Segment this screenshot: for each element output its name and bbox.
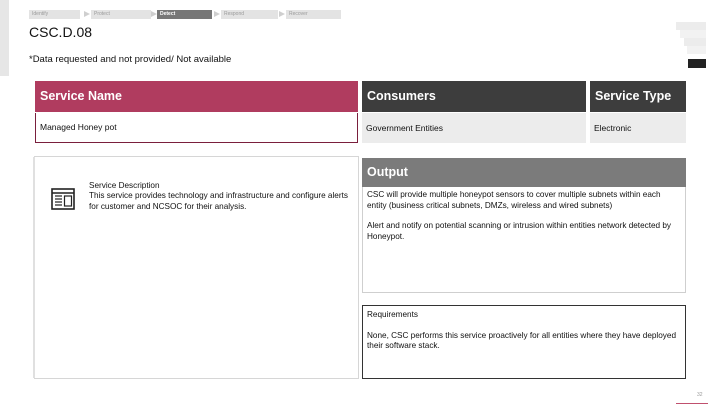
nav-arrow-icon bbox=[214, 11, 220, 17]
nav-arrow-icon bbox=[279, 11, 285, 17]
service-description-panel bbox=[35, 157, 358, 378]
footer-accent-line bbox=[676, 403, 708, 404]
header-consumers: Consumers bbox=[362, 81, 586, 112]
nav-step-respond[interactable]: Respond bbox=[221, 10, 278, 19]
requirements-panel bbox=[362, 305, 686, 379]
cell-service-type: Electronic bbox=[590, 113, 686, 143]
nav-arrow-icon bbox=[84, 11, 90, 17]
header-output: Output bbox=[362, 158, 686, 187]
decorative-block bbox=[680, 30, 706, 38]
cell-service-name: Managed Honey pot bbox=[35, 113, 358, 143]
document-icon bbox=[49, 185, 77, 213]
nav-step-recover[interactable]: Recover bbox=[286, 10, 341, 19]
decorative-block bbox=[684, 38, 706, 46]
page-title: CSC.D.08 bbox=[29, 24, 93, 40]
left-edge-bar bbox=[0, 0, 9, 76]
decorative-block bbox=[687, 46, 706, 54]
cell-consumers: Government Entities bbox=[362, 113, 586, 143]
output-paragraph: Alert and notify on potential scanning or intrusion within entities network detected by Honeypot. bbox=[367, 221, 672, 241]
requirements-text: None, CSC performs this service proactively for all entities where they have deployed their software stack. bbox=[367, 330, 676, 350]
decorative-dark-block bbox=[688, 59, 706, 68]
service-description-label: Service Description bbox=[89, 181, 160, 190]
page-subtitle: *Data requested and not provided/ Not available bbox=[29, 54, 232, 65]
nav-step-identify[interactable]: Identify bbox=[29, 10, 80, 19]
requirements-label: Requirements bbox=[367, 310, 418, 319]
nav-step-detect[interactable]: Detect bbox=[157, 10, 212, 19]
output-panel bbox=[362, 187, 686, 293]
service-description-text: This service provides technology and infrastructure and configure alerts for customer and NCSOC for their analysis. bbox=[89, 191, 348, 211]
page-number: 32 bbox=[697, 392, 703, 398]
header-service-name: Service Name bbox=[35, 81, 358, 112]
output-paragraph: CSC will provide multiple honeypot sensors to cover multiple subnets within each entity (business critical subnets, DMZs, wireless and wired subnets) bbox=[367, 190, 661, 210]
header-service-type: Service Type bbox=[590, 81, 686, 112]
nav-step-protect[interactable]: Protect bbox=[91, 10, 151, 19]
decorative-block bbox=[676, 22, 706, 30]
